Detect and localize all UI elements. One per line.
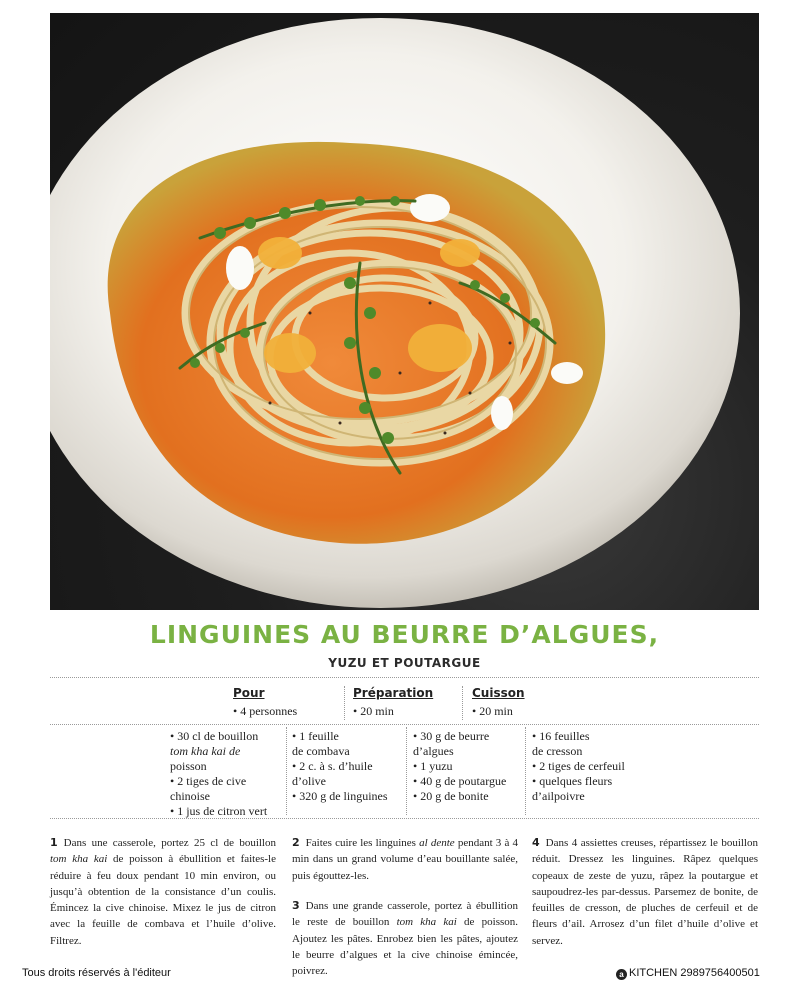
- servings-value: • 4 personnes: [233, 704, 298, 718]
- ingredient-line: • 1 yuzu: [413, 759, 453, 773]
- ingredient-line: • 1 jus de citron vert: [170, 804, 268, 818]
- ingredient-line: • quelques fleurs: [532, 774, 613, 788]
- ingredient-line: • 320 g de linguines: [292, 789, 388, 803]
- servings: [233, 686, 297, 719]
- step-text: de poisson. Ajoutez les pâtes. Enrobez bien les pâtes, ajoutez le beurre d’algues et la cive chinoise émincée, poivrez.: [292, 916, 519, 978]
- ingredient-line: d’ailpoivre: [532, 789, 585, 803]
- cook-time-label: Cuisson: [472, 686, 525, 700]
- divider: [525, 727, 526, 815]
- copyright-notice: Tous droits réservés à l'éditeur: [22, 967, 171, 979]
- recipe-step-4: [532, 835, 758, 949]
- recipe-step-3: [292, 898, 518, 979]
- ingredient-line: de combava: [292, 744, 350, 758]
- publication-code: KITCHEN 2989756400501: [629, 967, 760, 979]
- ingredient-column-1: [170, 729, 267, 819]
- divider: [462, 686, 463, 720]
- ingredient-line: • 16 feuilles: [532, 729, 590, 743]
- ingredient-line: d’algues: [413, 744, 454, 758]
- step-number: 4: [532, 836, 540, 849]
- ingredient-line: • 2 c. à s. d’huile: [292, 759, 373, 773]
- publication-reference: [616, 967, 760, 980]
- step-text: Dans 4 assiettes creuses, répartissez le bouillon réduit. Dressez les linguines. Râpez quelques copeaux de zeste de yuzu, râpez la poutargue et saupoudrez-les par-dessus. Parsemez de bonite, de feuilles de cresson, de pluches de cerfeuil et de fleurs d’ail. Arrosez d’un filet d’huile d’olive et servez.: [532, 837, 758, 947]
- step-text-italic: al dente: [419, 837, 455, 849]
- step-number: 3: [292, 899, 300, 912]
- ingredient-column-4: [532, 729, 625, 804]
- circle-a-logo-icon: a: [616, 969, 627, 980]
- prep-time: [353, 686, 433, 719]
- divider: [50, 724, 759, 725]
- step-text-italic: tom kha kai: [50, 853, 108, 866]
- ingredient-line: • 30 g de beurre: [413, 729, 490, 743]
- ingredient-line: • 2 tiges de cerfeuil: [532, 759, 625, 773]
- step-text: Dans une grande casserole, portez à ébullition le reste de bouillon: [292, 900, 518, 929]
- step-text: Faites cuire les linguines: [305, 837, 420, 849]
- step-text-italic: tom kha kai: [396, 916, 457, 929]
- divider: [50, 818, 759, 819]
- divider: [50, 677, 759, 678]
- ingredient-line: • 20 g de bonite: [413, 789, 489, 803]
- ingredient-italic: tom kha kai de: [170, 744, 241, 758]
- recipe-step-1: [50, 835, 276, 949]
- linguine-dish-illustration: [50, 13, 759, 610]
- step-text: pendant 3 à 4 min dans un grand volume d’eau bouillante salée, puis égouttez-les.: [292, 837, 518, 882]
- step-text: Dans une casserole, portez 25 cl de bouillon: [63, 837, 276, 849]
- ingredient-line: • 1 feuille: [292, 729, 339, 743]
- ingredient-line: poisson: [170, 759, 207, 773]
- servings-label: Pour: [233, 686, 265, 700]
- step-text: de poisson à ébullition et faites-le réduire à feu doux pendant 10 min environ, ou jusqu’à obtention de la consistance d’un coulis. Émincez la cive chinoise. Mixez le jus de citron avec la feuille de combava et l’huile d’olive. Filtrez.: [50, 853, 276, 947]
- ingredient-line: chinoise: [170, 789, 210, 803]
- divider: [344, 686, 345, 720]
- ingredient-line: de cresson: [532, 744, 583, 758]
- recipe-title: LINGUINES AU BEURRE D’ALGUES,: [149, 620, 660, 649]
- ingredient-line: • 30 cl de bouillon: [170, 729, 259, 743]
- ingredient-column-3: [413, 729, 506, 804]
- step-number: 2: [292, 836, 300, 849]
- dish-photo: [50, 13, 759, 610]
- recipe-step-2: [292, 835, 518, 884]
- divider: [286, 727, 287, 815]
- step-number: 1: [50, 836, 58, 849]
- ingredient-line: d’olive: [292, 774, 326, 788]
- prep-time-value: • 20 min: [353, 704, 394, 718]
- ingredient-line: • 2 tiges de cive: [170, 774, 247, 788]
- ingredient-line: • 40 g de poutargue: [413, 774, 507, 788]
- ingredient-line: [170, 744, 267, 759]
- divider: [406, 727, 407, 815]
- ingredient-column-2: [292, 729, 388, 804]
- recipe-subtitle: YUZU ET POUTARGUE: [328, 656, 481, 670]
- cook-time: [472, 686, 525, 719]
- cook-time-value: • 20 min: [472, 704, 513, 718]
- prep-time-label: Préparation: [353, 686, 434, 700]
